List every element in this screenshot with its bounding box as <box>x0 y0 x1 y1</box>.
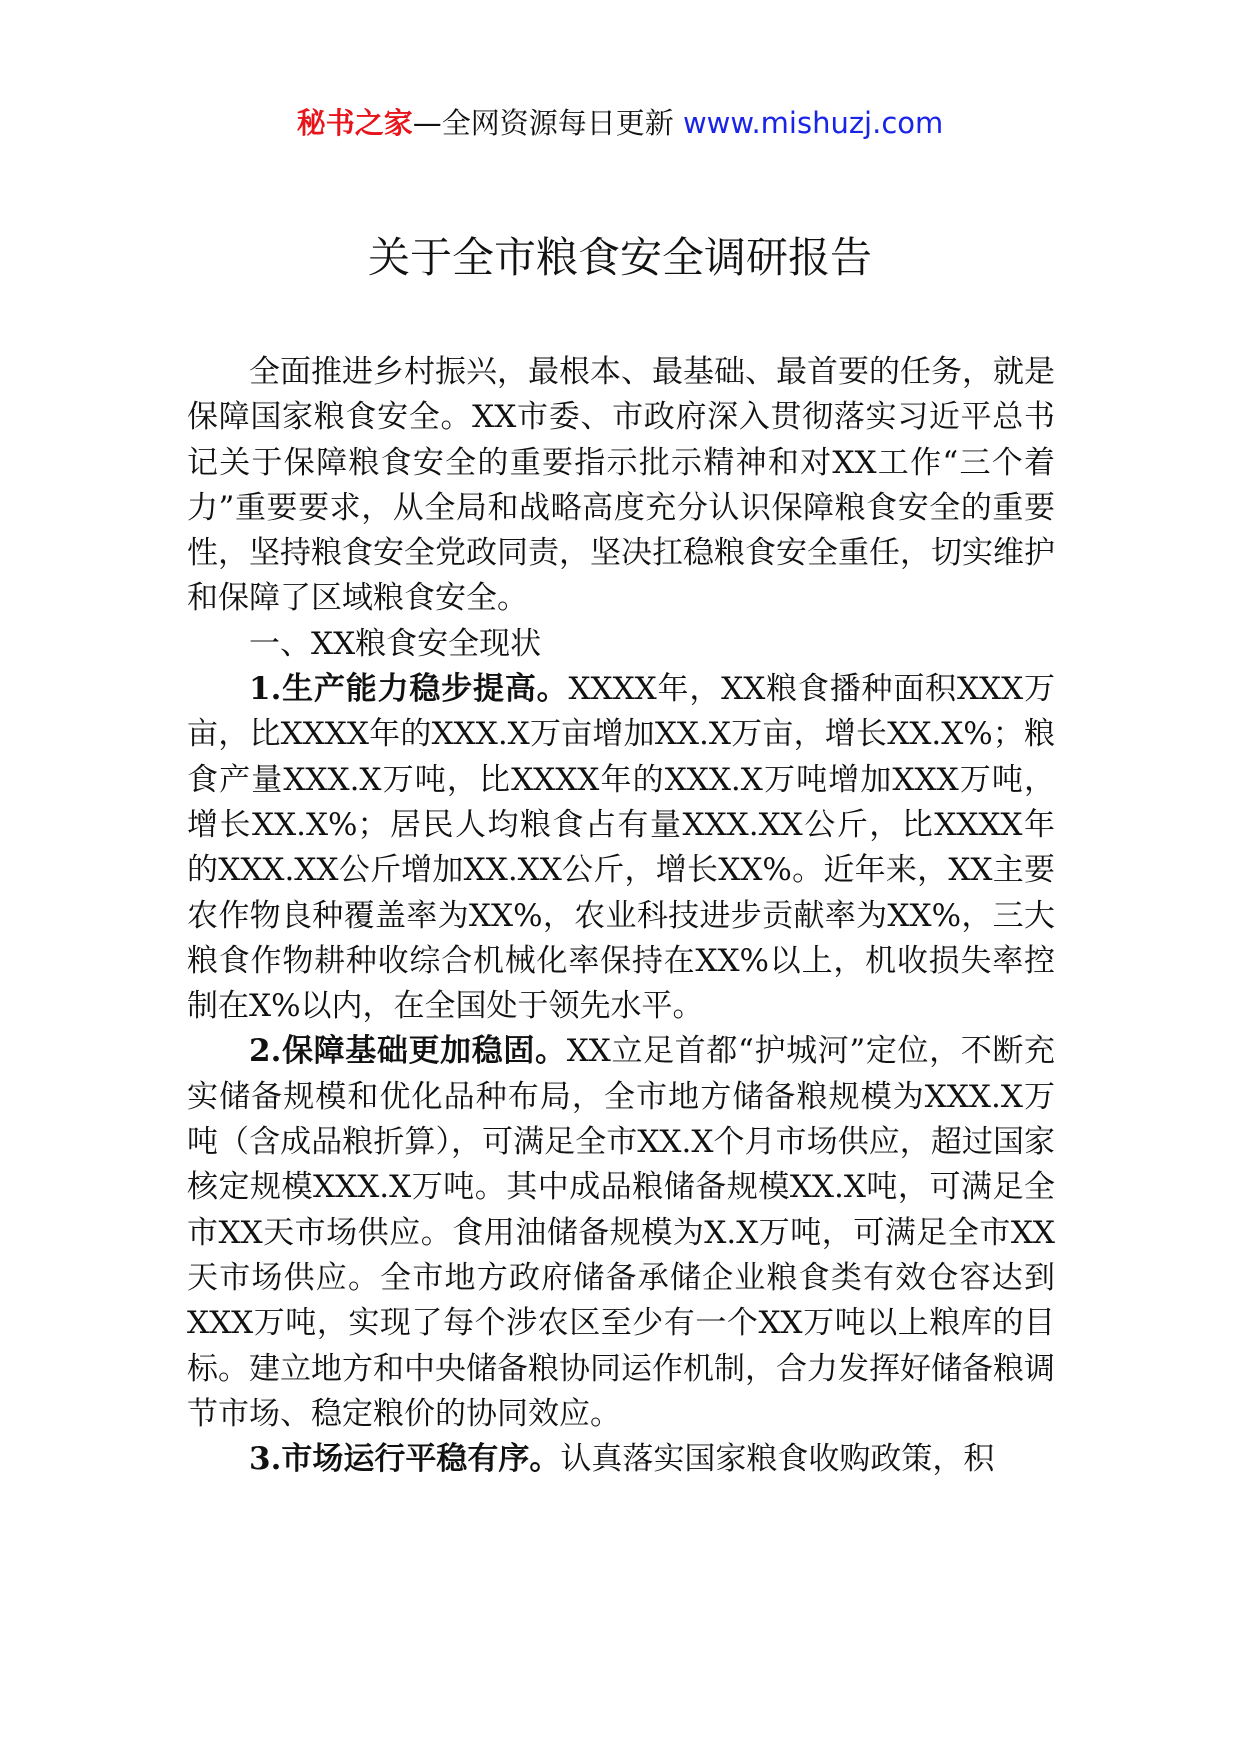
banner-tagline: —全网资源每日更新 <box>412 106 683 140</box>
brand-name: 秘书之家 <box>296 106 413 140</box>
section-heading <box>187 622 1055 667</box>
point-lead: 1.生产能力稳步提高。 <box>249 671 569 708</box>
section-heading-text: 一、XX粮食安全现状 <box>249 625 542 662</box>
site-banner <box>0 103 1240 143</box>
paragraph-text: XX立足首都“护城河”定位，不断充实储备规模和优化品种布局，全市地方储备粮规模为XXX.X万吨（含成品粮折算），可满足全市XX.X个月市场供应，超过国家核定规模XXX.X万吨。其中成品粮储备规模XX.X吨，可满足全市XX天市场供应。食用油储备规模为X.X万吨，可满足全市XX天市场供应。全市地方政府储备承储企业粮食类有效仓容达到XXX万吨，实现了每个涉农区至少有一个XX万吨以上粮库的目标。建立地方和中央储备粮协同运作机制，合力发挥好储备粮调节市场、稳定粮价的协同效应。 <box>187 1033 1055 1432</box>
document-title: 关于全市粮食安全调研报告 <box>367 233 872 282</box>
paragraph-text: 全面推进乡村振兴，最根本、最基础、最首要的任务，就是保障国家粮食安全。XX市委、市政府深入贯彻落实习近平总书记关于保障粮食安全的重要指示批示精神和对XX工作“三个着力”重要要求，从全局和战略高度充分认识保障粮食安全的重要性，坚持粮食安全党政同责，坚决扛稳粮食安全重任，切实维护和保障了区域粮食安全。 <box>187 354 1055 617</box>
point-paragraph <box>187 667 1055 1029</box>
point-paragraph <box>187 1029 1055 1437</box>
point-lead: 2.保障基础更加稳固。 <box>249 1033 567 1070</box>
site-url-link[interactable]: www.mishuzj.com <box>682 106 944 140</box>
document-body <box>187 350 1055 1482</box>
point-paragraph <box>187 1437 1055 1482</box>
paragraph-text: 认真落实国家粮食收购政策，积 <box>560 1441 995 1478</box>
intro-paragraph <box>187 350 1055 622</box>
point-lead: 3.市场运行平稳有序。 <box>249 1441 561 1478</box>
paragraph-text: XXXX年，XX粮食播种面积XXX万亩，比XXXX年的XXX.X万亩增加XX.X万亩，增长XX.X%；粮食产量XXX.X万吨，比XXXX年的XXX.X万吨增加XXX万吨，增长XX.X%；居民人均粮食占有量XXX.XX公斤，比XXXX年的XXX.XX公斤增加XX.XX公斤，增长XX%。近年来，XX主要农作物良种覆盖率为XX%，农业科技进步贡献率为XX%，三大粮食作物耕种收综合机械化率保持在XX%以上，机收损失率控制在X%以内，在全国处于领先水平。 <box>187 671 1055 1025</box>
